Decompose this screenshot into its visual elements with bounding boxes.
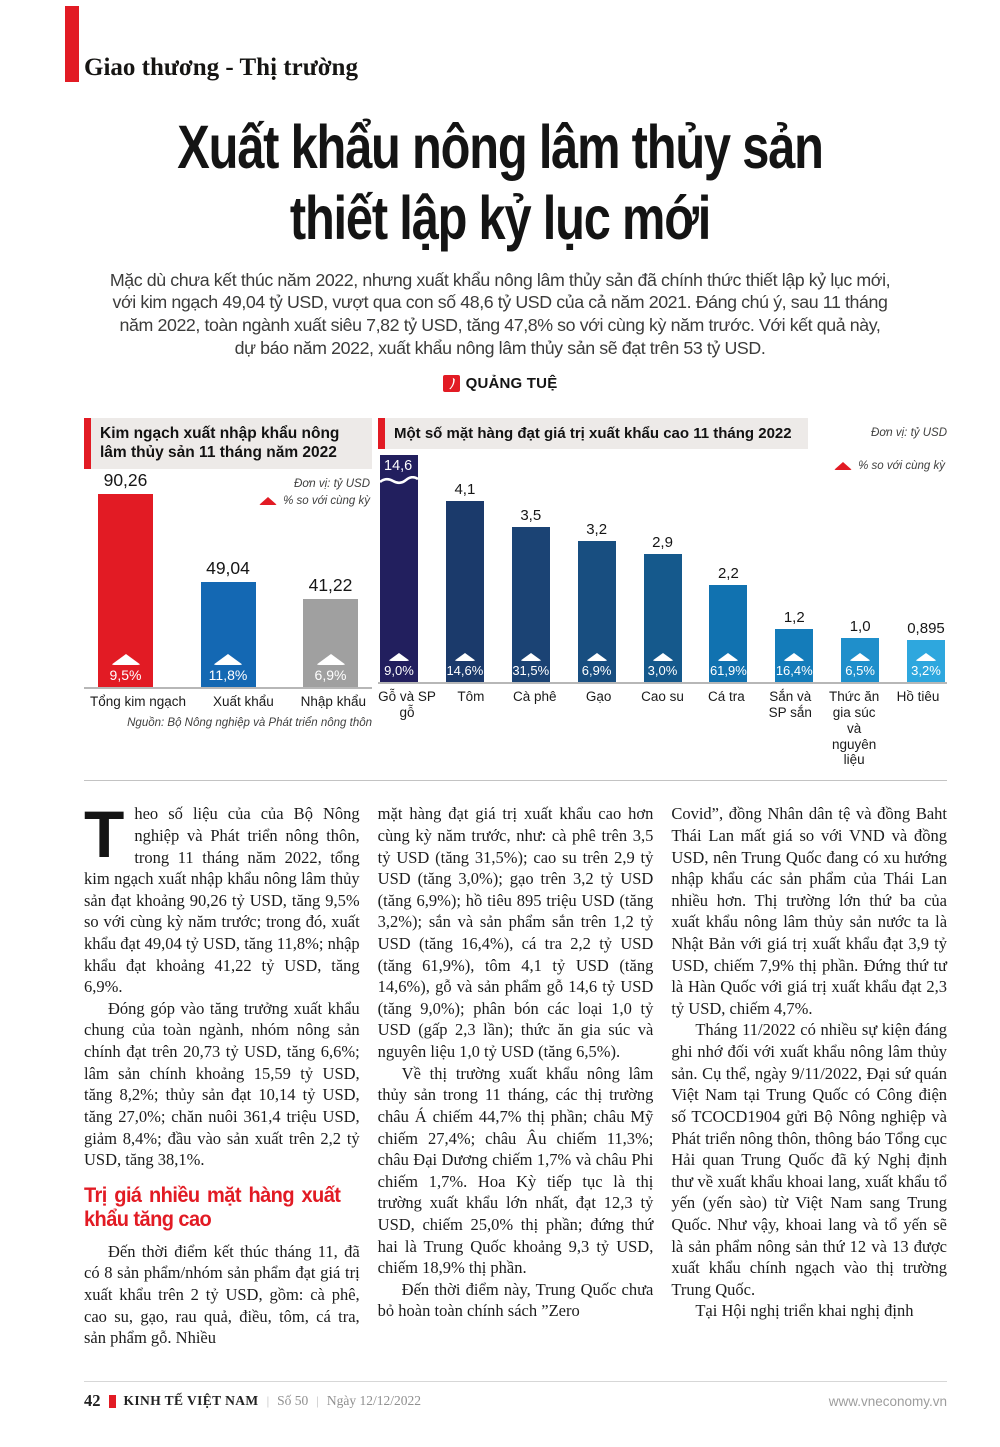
bar-group [907, 620, 945, 682]
chart-title-block [84, 418, 372, 470]
bar-category-label: Cao su [641, 688, 684, 704]
chart-trade-balance [84, 418, 372, 769]
bar-category-label: Sắn và SP sắn [768, 688, 812, 720]
bar-value-label: 90,26 [103, 470, 148, 491]
chart-source: Nguồn: Bộ Nông nghiệp và Phát triển nông thôn [127, 717, 372, 730]
bar-percent-label: 14,6% [446, 662, 484, 678]
bar-value-label: 0,895 [907, 619, 945, 637]
legend-label: % so với cùng kỳ [858, 459, 945, 472]
bar-plot [378, 457, 947, 684]
bar-value-label: 14,6 [384, 457, 413, 474]
bar-group [512, 507, 550, 682]
issue-number: Số 50 [277, 1393, 309, 1408]
bar-group [201, 558, 256, 687]
article-paragraph: Về thị trường xuất khẩu nông lâm thủy sản trong 11 tháng, các thị trường châu Á chiếm 44,7% thị phần; châu Mỹ chiếm 27,4%; châu Âu chiếm 11,3%; châu Đại Dương chiếm 1,7% và châu Phi chiếm 1,7%. Hoa Kỳ tiếp tục là thị trường xuất khẩu lớn nhất, đạt 12,3 tỷ USD, chiếm 25,0% thị phần; đứng thứ hai là Trung Quốc khoảng 9,3 tỷ USD, chiếm 18,9% thị phần. [377, 1063, 654, 1278]
bar-group [446, 481, 484, 682]
bar-percent-label: 3,2% [911, 662, 941, 678]
bar-group [841, 618, 879, 682]
article-paragraph: Theo số liệu của của Bộ Nông nghiệp và Phát triển nông thôn, trong 11 tháng năm 2022, tổng kim ngạch xuất nhập khẩu nông lâm thủy sản đạt khoảng 90,26 tỷ USD, tăng 9,5% so với cùng kỳ năm trước; trong đó, xuất khẩu đạt 49,04 tỷ USD, tăng 11,8%; nhập khẩu đạt khoảng 41,22 tỷ USD, tăng 6,9%. [84, 797, 360, 997]
section-header [65, 6, 1000, 82]
page-number: 42 [84, 1391, 101, 1410]
up-triangle-icon [111, 654, 141, 665]
axis-break-icon [380, 476, 418, 485]
bar-category-label: Cá tra [707, 688, 745, 704]
article-column [671, 803, 947, 1349]
bar-group [644, 534, 682, 682]
red-accent-bar [84, 418, 91, 470]
chart-legend [259, 495, 370, 507]
bar-percent-label: 31,5% [512, 662, 550, 678]
bar-percent-label: 61,9% [709, 662, 747, 678]
bar [380, 455, 418, 682]
bar-group [98, 470, 153, 687]
up-triangle-icon [259, 497, 277, 505]
bar-percent-label: 16,4% [775, 662, 813, 678]
red-accent-bar [378, 418, 385, 449]
page-footer [84, 1381, 947, 1411]
bar [775, 629, 813, 682]
up-triangle-icon [915, 653, 937, 661]
bar-value-label: 4,1 [454, 480, 476, 498]
bar [907, 640, 945, 682]
bar [841, 638, 879, 682]
unit-label: Đơn vị: tỷ USD [294, 477, 370, 490]
charts-section [84, 418, 947, 782]
bar-category-label: Gạo [585, 688, 612, 704]
bar [303, 599, 358, 687]
bar-percent-label: 11,8% [208, 667, 248, 684]
chart-title: Kim ngạch xuất nhập khẩu nông lâm thủy sản 11 tháng năm 2022 [100, 424, 340, 462]
bar [446, 501, 484, 682]
up-triangle-icon [454, 653, 476, 661]
up-triangle-icon [520, 653, 542, 661]
up-triangle-icon [652, 653, 674, 661]
bar-group [578, 521, 616, 682]
article-paragraph: Covid”, đồng Nhân dân tệ và đồng Baht Thái Lan mất giá so với VND và đồng USD, nên Trung Quốc đang có xu hướng nhập khẩu các sản phẩm của Thái Lan nhiều hơn. Thị trường lớn thứ ba của xuất khẩu nông lâm thủy sản nước ta là Nhật Bản với giá trị xuất khẩu đạt 3,9 tỷ USD, chiếm 7,9% thị phần. Đứng thứ tư là Hàn Quốc với giá trị xuất khẩu đạt 2,3 tỷ USD, chiếm 4,7%. [671, 804, 948, 1018]
bar-percent-label: 3,0% [647, 662, 678, 678]
chart-title: Một số mặt hàng đạt giá trị xuất khẩu cao 11 tháng 2022 [394, 424, 792, 442]
up-triangle-icon [717, 653, 739, 661]
article-paragraph: Đến thời điểm này, Trung Quốc chưa bỏ hoàn toàn chính sách ”Zero [377, 1279, 654, 1321]
bar-value-label: 1,2 [783, 608, 805, 626]
up-triangle-icon [388, 653, 410, 661]
legend-label: % so với cùng kỳ [283, 494, 370, 507]
bar-percent-label: 6,5% [845, 662, 875, 678]
bar-value-label: 2,9 [652, 533, 673, 551]
red-accent-bar [65, 6, 79, 82]
bar [644, 554, 682, 682]
up-triangle-icon [213, 654, 243, 665]
byline [0, 375, 1000, 392]
bar-value-label: 3,2 [586, 520, 608, 538]
chart-top-exports [378, 418, 947, 769]
bar-percent-label: 9,5% [109, 667, 142, 684]
bar-value-label: 49,04 [206, 558, 250, 579]
article-paragraph: mặt hàng đạt giá trị xuất khẩu cao hơn cùng kỳ năm trước, như: cà phê trên 3,5 tỷ USD (tăng 31,5%); cao su trên 2,9 tỷ USD (tăng 3,0%); gạo trên 3,2 tỷ USD (tăng 6,9%); hồ tiêu 895 triệu USD (tăng 3,2%); sắn và sản phẩm sắn trên 1,2 tỷ USD (tăng 16,4%), cá tra 2,2 tỷ USD (tăng 61,9%), tôm 4,1 tỷ USD (tăng 14,6%), gỗ và sản phẩm gỗ 14,6 tỷ USD (tăng 9,0%); phân bón các loại 1,0 tỷ USD (gấp 2,3 lần); thức ăn gia súc và nguyên liệu 1,0 tỷ USD (tăng 6,5%). [377, 804, 654, 1062]
bar-category-label: Hồ tiêu [896, 688, 940, 704]
article-subheading: Trị giá nhiều mặt hàng xuất khẩu tăng cao [84, 1182, 341, 1231]
issue-date: Ngày 12/12/2022 [326, 1393, 422, 1408]
article-paragraph: Đến thời điểm kết thúc tháng 11, đã có 8 sản phẩm/nhóm sản phẩm đạt giá trị xuất khẩu trên 2 tỷ USD, gồm: cà phê, cao su, gạo, rau quả, điều, tôm, cá tra, sản phẩm gỗ. Nhiều [84, 1241, 360, 1348]
bar-category-label: Tổng kim ngạch [90, 694, 187, 710]
article-paragraph: Tháng 11/2022 có nhiều sự kiện đáng ghi nhớ đối với xuất khẩu nông lâm thủy sản. Cụ thể, ngày 9/11/2022, Đại sứ quán Việt Nam tại Trung Quốc có Công điện số TCOCD1904 gửi Bộ Nông nghiệp và Phát triển nông thôn, thông báo Tổng cục Hải quan Trung Quốc đã ký Nghị định thư về xuất khẩu khoai lang, xuất khẩu tổ yến (yến sào) từ Việt Nam sang Trung Quốc. Như vậy, khoai lang và tổ yến sẽ là sản phẩm nông sản thứ 12 và 13 được xuất khẩu chính ngạch vào thị trường Trung Quốc. [671, 1020, 948, 1299]
bar-category-label: Tôm [457, 688, 485, 704]
up-triangle-icon [586, 653, 608, 661]
separator: | [266, 1393, 270, 1408]
bar-group [709, 565, 747, 682]
bar [709, 585, 747, 682]
bar [578, 541, 616, 682]
chart-legend [834, 460, 945, 472]
bar [98, 494, 153, 687]
unit-label: Đơn vị: tỷ USD [871, 427, 947, 440]
bar-percent-label: 9,0% [384, 662, 414, 678]
category-labels [378, 689, 947, 769]
separator: | [316, 1393, 319, 1408]
chart-title-block [378, 418, 808, 449]
website-link[interactable]: www.vneconomy.vn [828, 1393, 947, 1409]
chart-meta [259, 478, 370, 507]
bar-value-label: 3,5 [520, 506, 542, 524]
up-triangle-icon [834, 462, 852, 470]
article-column [378, 803, 654, 1349]
bar-group [775, 609, 813, 682]
headline [100, 112, 900, 254]
article-body [84, 797, 948, 1349]
footer-left [84, 1391, 421, 1411]
article-paragraph: Đóng góp vào tăng trưởng xuất khẩu chung của toàn ngành, nhóm nông sản chính đạt trên 20,73 tỷ USD, tăng 6,6%; lâm sản chính khoảng 15,59 tỷ USD, tăng 8,2%; thủy sản đạt 10,14 tỷ USD, tăng 27,0%; chăn nuôi 361,4 triệu USD, giảm 8,4%; đầu vào sản xuất trên 2,2 tỷ USD, tăng 38,1%. [84, 998, 360, 1170]
bar-category-label: Gỗ và SP gỗ [378, 688, 436, 720]
bar [512, 527, 550, 682]
bar-group [380, 455, 418, 682]
bar-percent-label: 6,9% [581, 662, 612, 678]
bar-group [303, 575, 358, 687]
lead-paragraph: Mặc dù chưa kết thúc năm 2022, nhưng xuất khẩu nông lâm thủy sản đã chính thức thiết lập kỷ lục mới, với kim ngạch 49,04 tỷ USD, vượt qua con số 48,6 tỷ USD của cả năm 2021. Đáng chú ý, sau 11 tháng năm 2022, toàn ngành xuất siêu 7,82 tỷ USD, tăng 47,8% so với cùng kỳ năm trước. Với kết quả này, dự báo năm 2022, xuất khẩu nông lâm thủy sản sẽ đạt trên 53 tỷ USD. [109, 269, 891, 358]
bar [201, 582, 256, 687]
bar-value-label: 1,0 [849, 617, 871, 635]
bar-category-label: Xuất khẩu [212, 694, 274, 710]
article-paragraph: Tại Hội nghị triển khai nghị định [695, 1301, 914, 1321]
bar-category-label: Cà phê [512, 688, 557, 704]
drop-cap: T [84, 797, 125, 872]
bar-category-label: Thức ăn gia súc và nguyên liệu [828, 688, 880, 768]
up-triangle-icon [849, 653, 871, 661]
chart-header [378, 418, 947, 449]
headline-line2: thiết lập kỷ lục mới [289, 183, 711, 252]
red-square-icon [109, 1395, 116, 1408]
author-name: QUẢNG TUỆ [465, 374, 558, 392]
bar-value-label: 2,2 [717, 564, 739, 582]
bar-value-label: 41,22 [308, 575, 353, 596]
bar-percent-label: 6,9% [314, 667, 347, 684]
up-triangle-icon [783, 653, 805, 661]
article-column [84, 797, 360, 1349]
category-labels [84, 694, 372, 710]
section-label: Giao thương - Thị trường [84, 54, 358, 81]
vneconomy-logo-icon [443, 375, 460, 392]
magazine-name: KINH TẾ VIỆT NAM [123, 1393, 259, 1408]
up-triangle-icon [316, 654, 346, 665]
headline-line1: Xuất khẩu nông lâm thủy sản [177, 113, 823, 181]
bar-category-label: Nhập khẩu [300, 694, 366, 710]
